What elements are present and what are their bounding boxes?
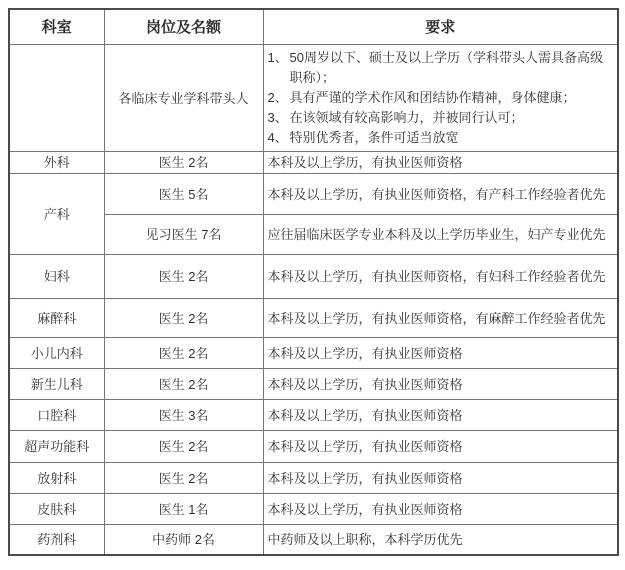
department-cell: 皮肤科 [9,494,104,525]
requirement-cell [263,45,618,152]
position-cell: 医生 2名 [104,152,263,174]
table-row [9,338,618,369]
department-cell: 小儿内科 [9,338,104,369]
department-cell: 超声功能科 [9,431,104,463]
position-cell: 医生 2名 [104,299,263,338]
requirement-item-text: 特别优秀者，条件可适当放宽 [289,130,459,145]
table-row [9,174,618,215]
department-cell: 放射科 [9,463,104,494]
position-cell: 医生 3名 [104,400,263,431]
table-row [9,494,618,525]
table-row-leader [9,45,618,152]
requirement-cell: 本科及以上学历，有执业医师资格，有麻醉工作经验者优先 [263,299,618,338]
requirement-item-number: 3、 [267,110,288,125]
department-cell: 新生儿科 [9,369,104,400]
requirement-cell: 本科及以上学历，有执业医师资格，有妇科工作经验者优先 [263,255,618,299]
position-cell: 医生 2名 [104,369,263,400]
requirement-item-text: 具有严谨的学术作风和团结协作精神，身体健康； [289,90,576,105]
table-row [9,525,618,556]
requirement-item-number: 4、 [267,130,288,145]
table-row [9,463,618,494]
department-cell: 外科 [9,152,104,174]
requirement-item [268,128,614,148]
table-row [9,299,618,338]
department-cell [9,45,104,152]
table-row [9,255,618,299]
position-cell: 医生 2名 [104,431,263,463]
requirement-item-text: 50周岁以下、硕士及以上学历（学科带头人需具备高级职称）； [289,50,603,85]
requirement-item-number: 2、 [267,90,288,105]
department-cell-merged: 产科 [9,174,104,255]
requirement-list [268,46,614,150]
header-cell-position: 岗位及名额 [104,9,263,45]
header-cell-requirement: 要求 [263,9,618,45]
position-cell: 医生 5名 [104,174,263,215]
department-cell: 麻醉科 [9,299,104,338]
table-row [9,431,618,463]
requirement-cell: 本科及以上学历，有执业医师资格 [263,152,618,174]
requirement-item-text: 在该领域有较高影响力，并被同行认可； [289,110,524,125]
requirement-cell: 中药师及以上职称，本科学历优先 [263,525,618,556]
table-header-row [9,9,618,45]
requirement-item [268,48,614,88]
recruitment-table [8,8,619,556]
department-cell: 口腔科 [9,400,104,431]
requirement-cell: 本科及以上学历，有执业医师资格 [263,494,618,525]
position-cell: 中药师 2名 [104,525,263,556]
requirement-item [268,88,614,108]
requirement-cell: 本科及以上学历，有执业医师资格 [263,431,618,463]
requirement-cell: 应往届临床医学专业本科及以上学历毕业生，妇产专业优先 [263,215,618,255]
position-cell: 医生 2名 [104,255,263,299]
header-cell-department: 科室 [9,9,104,45]
requirement-item [268,108,614,128]
position-cell: 见习医生 7名 [104,215,263,255]
requirement-item-number: 1、 [267,50,288,65]
department-cell: 妇科 [9,255,104,299]
position-cell: 医生 1名 [104,494,263,525]
position-cell: 各临床专业学科带头人 [104,45,263,152]
table-row [9,400,618,431]
table-row [9,152,618,174]
position-cell: 医生 2名 [104,463,263,494]
requirement-cell: 本科及以上学历，有执业医师资格 [263,400,618,431]
requirement-cell: 本科及以上学历，有执业医师资格 [263,338,618,369]
requirement-cell: 本科及以上学历，有执业医师资格 [263,463,618,494]
department-cell: 药剂科 [9,525,104,556]
position-cell: 医生 2名 [104,338,263,369]
requirement-cell: 本科及以上学历，有执业医师资格 [263,369,618,400]
table-row [9,369,618,400]
requirement-cell: 本科及以上学历，有执业医师资格，有产科工作经验者优先 [263,174,618,215]
